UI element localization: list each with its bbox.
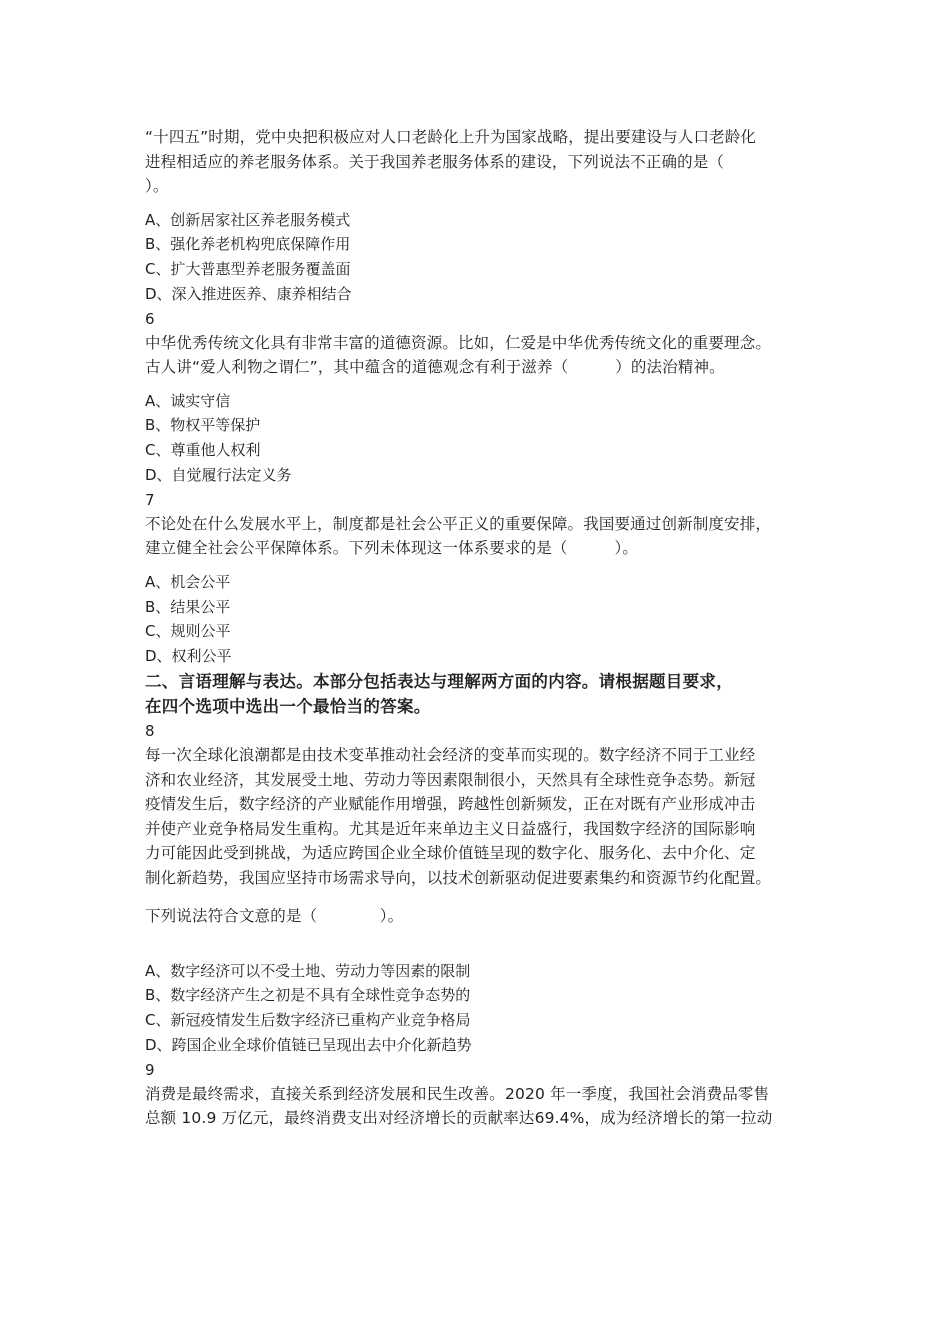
question-stem-line: 建立健全社会公平保障体系。下列未体现这一体系要求的是（ ）。	[145, 539, 639, 558]
question-6	[145, 307, 810, 488]
option-b: B、强化养老机构兜底保障作用	[145, 235, 351, 254]
question-stem-line: 消费是最终需求，直接关系到经济发展和民生改善。2020 年一季度，我国社会消费品零售	[145, 1084, 770, 1103]
question-stem-line: “十四五”时期，党中央把积极应对人口老龄化上升为国家战略，提出要建设与人口老龄化	[145, 128, 757, 146]
option-a: A、诚实守信	[145, 391, 231, 410]
option-c: C、尊重他人权利	[145, 441, 261, 460]
option-b: B、结果公平	[145, 597, 231, 616]
question-stem-line: ）。	[145, 177, 169, 195]
section-heading-line: 在四个选项中选出一个最恰当的答案。	[145, 697, 431, 717]
option-d: D、自觉履行法定义务	[145, 466, 292, 485]
question-stem-line: 进程相适应的养老服务体系。关于我国养老服务体系的建设，下列说法不正确的是（	[145, 152, 725, 171]
option-a: A、机会公平	[145, 572, 231, 591]
passage-line: 疫情发生后，数字经济的产业赋能作用增强，跨越性创新频发，正在对既有产业形成冲击	[145, 795, 756, 814]
option-c: C、规则公平	[145, 622, 231, 641]
question-9	[145, 1058, 810, 1131]
passage-line: 并使产业竞争格局发生重构。尤其是近年来单边主义日益盛行，我国数字经济的国际影响	[145, 819, 756, 838]
option-d: D、权利公平	[145, 647, 232, 666]
option-b: B、物权平等保护	[145, 416, 261, 435]
passage-line: 力可能因此受到挑战，为适应跨国企业全球价值链呈现的数字化、服务化、去中介化、定	[145, 844, 756, 863]
question-number: 6	[145, 309, 155, 328]
section-heading-line: 二、言语理解与表达。本部分包括表达与理解两方面的内容。请根据题目要求，	[145, 672, 733, 692]
option-c: C、扩大普惠型养老服务覆盖面	[145, 260, 351, 279]
question-stem-line: 总额 10.9 万亿元，最终消费支出对经济增长的贡献率达69.4%，成为经济增长的第一拉动	[145, 1109, 773, 1128]
question-5	[145, 125, 810, 307]
question-stem-line: 不论处在什么发展水平上，制度都是社会公平正义的重要保障。我国要通过创新制度安排，	[145, 514, 772, 533]
question-number: 7	[145, 490, 155, 509]
option-c: C、新冠疫情发生后数字经济已重构产业竞争格局	[145, 1011, 471, 1030]
section-heading	[145, 669, 810, 719]
option-b: B、数字经济产生之初是不具有全球性竞争态势的	[145, 986, 471, 1005]
document-content	[145, 125, 810, 1131]
option-d: D、深入推进医养、康养相结合	[145, 284, 352, 303]
question-8	[145, 719, 810, 1058]
question-stem-line: 中华优秀传统文化具有非常丰富的道德资源。比如，仁爱是中华优秀传统文化的重要理念。	[145, 333, 772, 352]
question-number: 8	[145, 722, 155, 741]
option-a: A、创新居家社区养老服务模式	[145, 210, 351, 229]
passage-line: 济和农业经济，其发展受土地、劳动力等因素限制很小，天然具有全球性竞争态势。新冠	[145, 770, 756, 789]
passage-line: 制化新趋势，我国应坚持市场需求导向，以技术创新驱动促进要素集约和资源节约化配置。	[145, 868, 772, 887]
question-7	[145, 488, 810, 669]
question-prompt: 下列说法符合文意的是（ ）。	[145, 907, 404, 926]
question-number: 9	[145, 1060, 155, 1079]
question-stem-line: 古人讲“爱人利物之谓仁”，其中蕴含的道德观念有利于滋养（ ）的法治精神。	[145, 358, 725, 377]
option-a: A、数字经济可以不受土地、劳动力等因素的限制	[145, 961, 471, 980]
passage-line: 每一次全球化浪潮都是由技术变革推动社会经济的变革而实现的。数字经济不同于工业经	[145, 746, 756, 765]
option-d: D、跨国企业全球价值链已呈现出去中介化新趋势	[145, 1035, 472, 1054]
